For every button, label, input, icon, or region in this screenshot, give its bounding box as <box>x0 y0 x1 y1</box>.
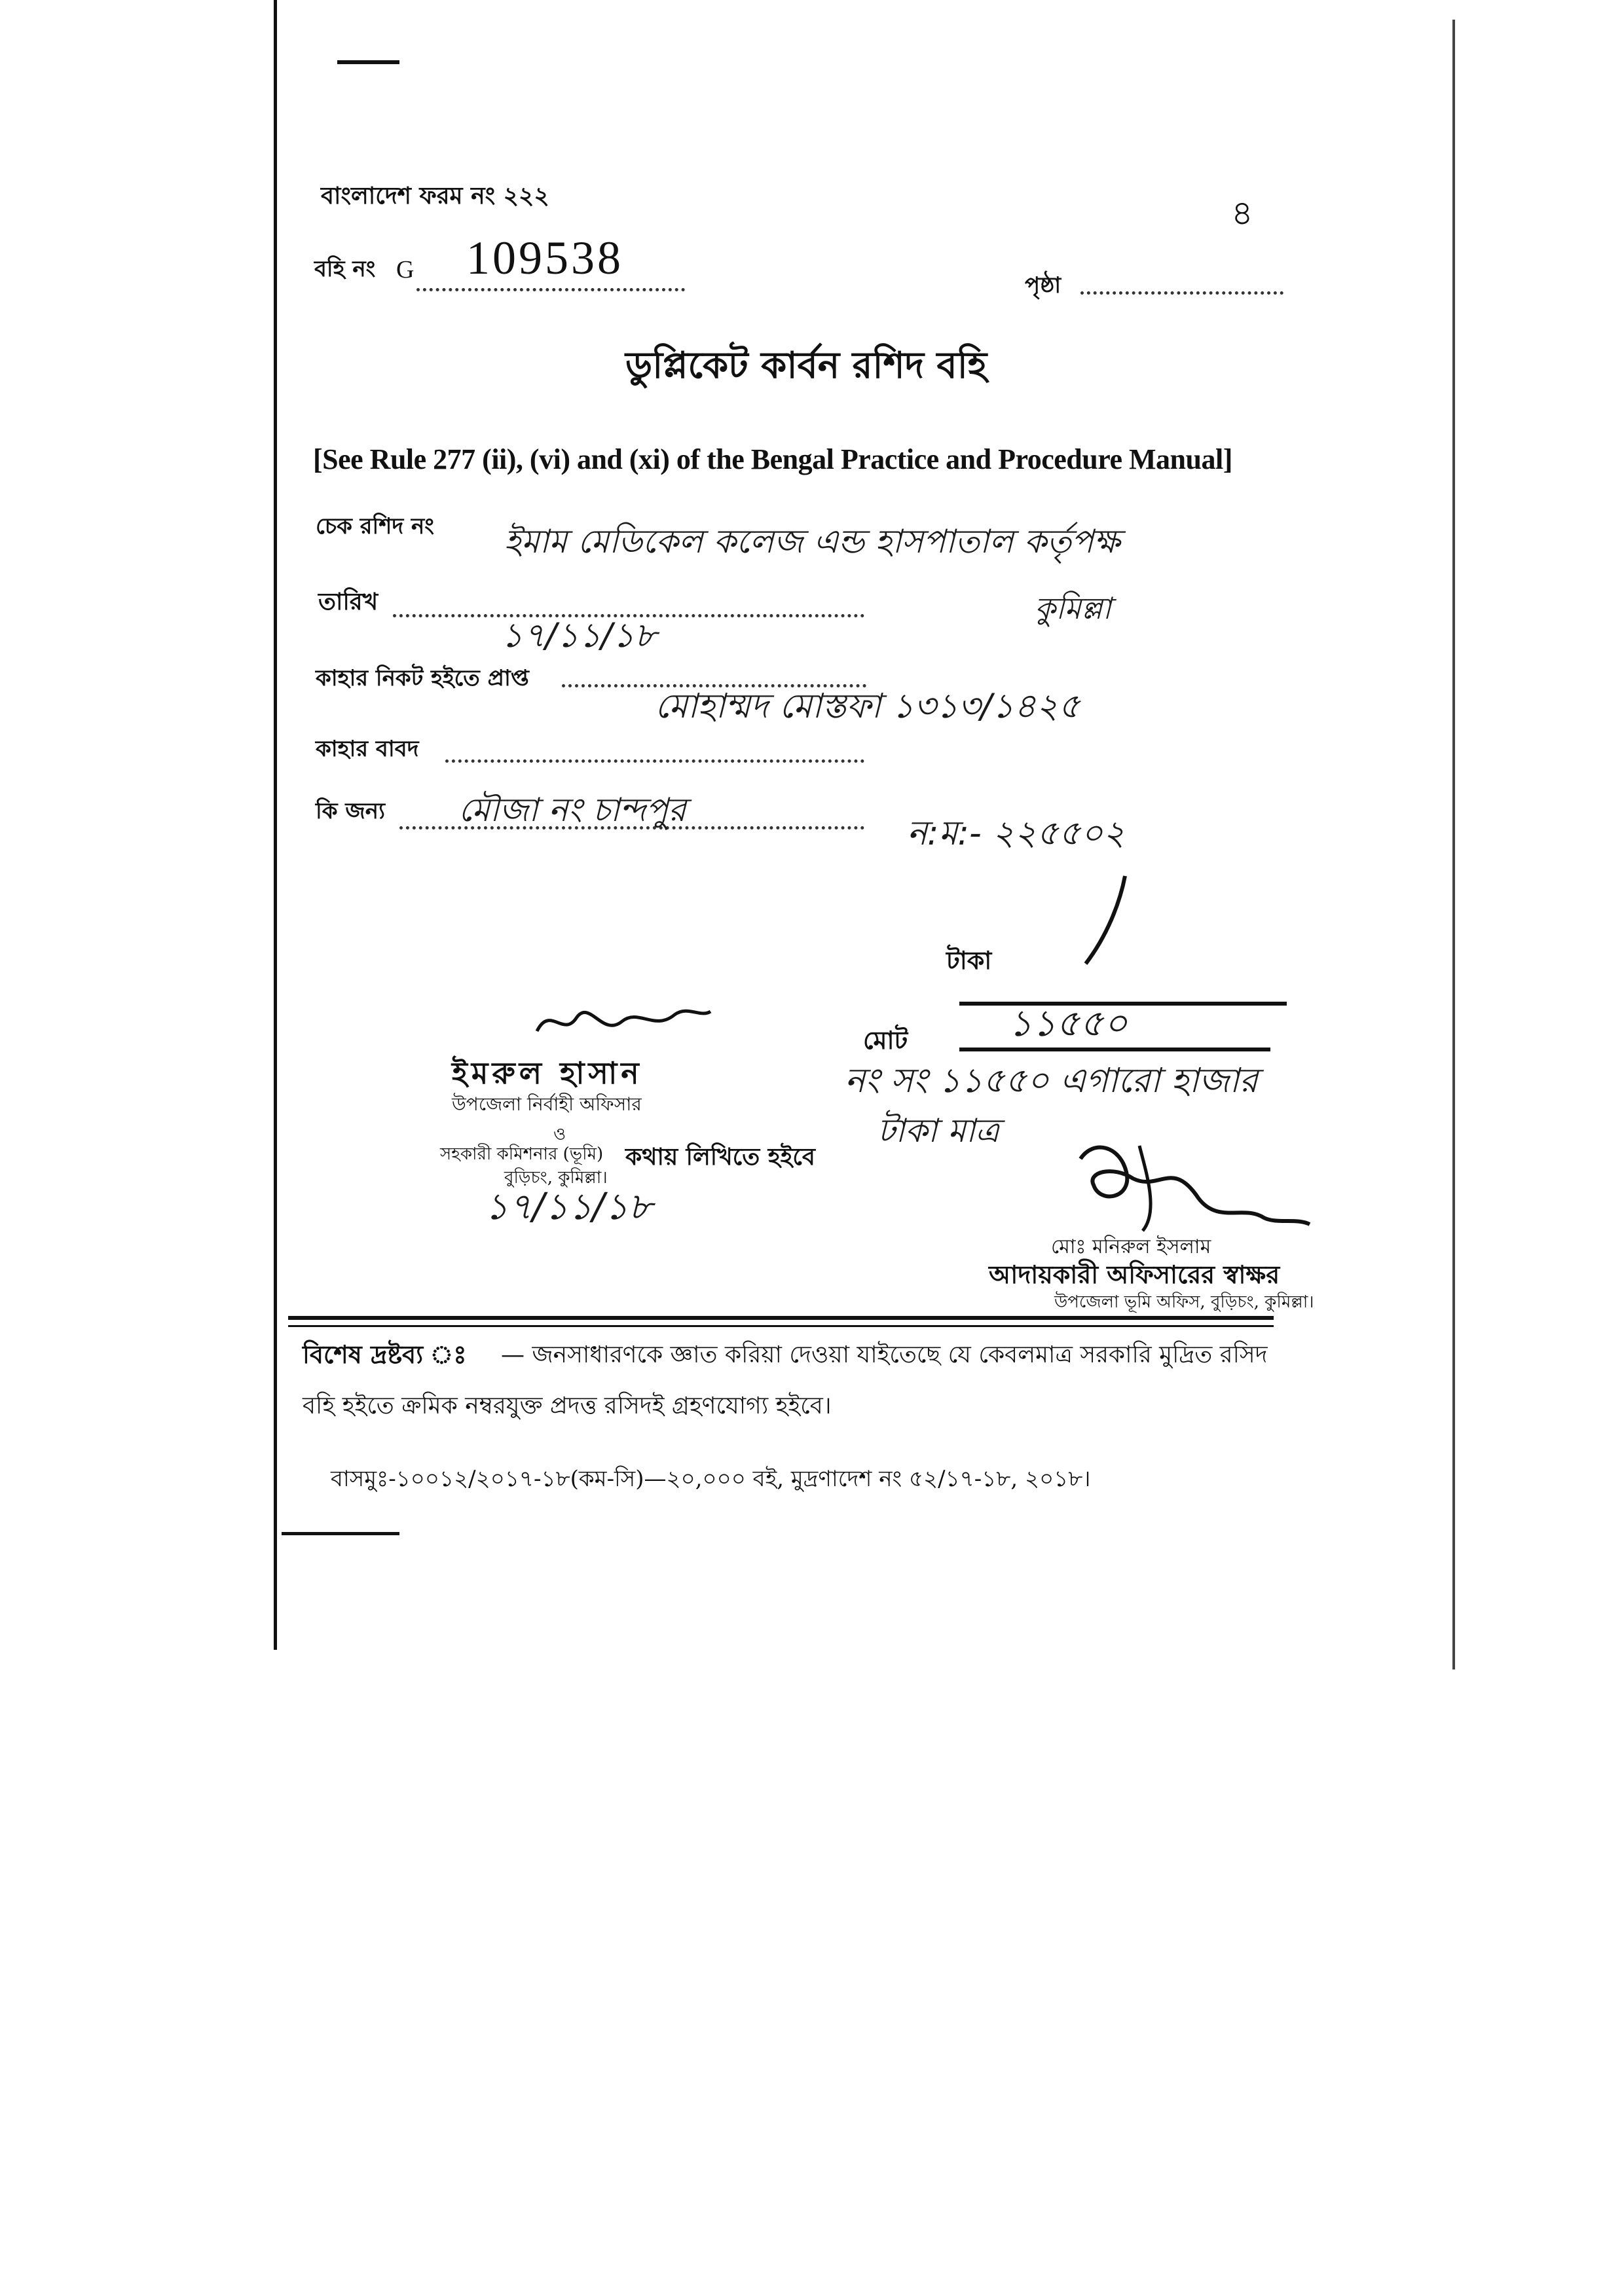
left-signature <box>524 992 720 1051</box>
date-value: ১৭/১১/১৮ <box>501 616 657 655</box>
book-prefix: G <box>396 256 415 283</box>
taka-label: টাকা <box>946 945 992 975</box>
left-signatory-office: বুড়িচং, কুমিল্লা। <box>504 1168 608 1188</box>
book-number-value: 109538 <box>466 232 623 284</box>
left-signatory-designation-2: সহকারী কমিশনার (ভূমি) <box>440 1144 604 1164</box>
notice-text-line-1: — জনসাধারণকে জ্ঞাত করিয়া দেওয়া যাইতেছে যে কেবলমাত্র সরকারি মুদ্রিত রসিদ <box>501 1341 1268 1368</box>
book-number-dots <box>416 288 685 291</box>
notice-top-rule <box>288 1316 1274 1320</box>
right-signatory-name: মোঃ মনিরুল ইসলাম <box>1051 1235 1211 1258</box>
notice-label: বিশেষ দ্রষ্টব্য ঃ <box>303 1339 467 1369</box>
on-behalf-dots <box>445 759 864 763</box>
page-mark: ৪ <box>1231 195 1253 232</box>
footer-left-mark <box>282 1532 399 1535</box>
right-signatory-designation: আদায়কারী অফিসারের স্বাক্ষর <box>989 1260 1280 1289</box>
receipt-no-value: ইমাম মেডিকেল কলেজ এন্ড হাসপাতাল কর্তৃপক্ষ <box>504 522 1120 560</box>
right-border-line <box>1452 20 1455 1669</box>
notice-top-rule-thin <box>288 1325 1274 1327</box>
rule-reference: [See Rule 277 (ii), (vi) and (xi) of the Bengal Practice and Procedure Manual] <box>313 443 1232 475</box>
on-behalf-label: কাহার বাবদ <box>316 736 419 762</box>
left-signatory-conj: ও <box>553 1125 566 1144</box>
date-label: তারিখ <box>318 588 378 615</box>
total-rule <box>959 1048 1270 1051</box>
notice-text-line-2: বহি হইতে ক্রমিক নম্বরযুক্ত প্রদত্ত রসিদই গ্রহণযোগ্য হইবে। <box>303 1393 832 1419</box>
total-label: মোট <box>863 1025 908 1055</box>
right-signatory-office: উপজেলা ভূমি অফিস, বুড়িচং, কুমিল্লা। <box>1054 1292 1314 1312</box>
amount-in-words-2: টাকা মাত্র <box>877 1112 1000 1150</box>
total-value: ১১৫৫০ <box>1008 1002 1128 1045</box>
page-dots <box>1080 291 1283 295</box>
amount-in-words: নং সং ১১৫৫০ এগারো হাজার <box>845 1061 1258 1101</box>
top-left-mark <box>337 60 399 64</box>
received-from-label: কাহার নিকট হইতে প্রাপ্ত <box>316 665 529 691</box>
slash-mark <box>1074 871 1133 969</box>
left-border-line <box>274 0 277 1650</box>
purpose-value: মৌজা নং চান্দপুর <box>458 791 686 829</box>
left-signatory-designation: উপজেলা নির্বাহী অফিসার <box>452 1093 642 1115</box>
book-number-label: বহি নং <box>314 256 376 282</box>
received-from-value: মোহাম্মদ মোস্তফা ১৩১৩/১৪২৫ <box>655 687 1080 726</box>
purpose-label: কি জন্য <box>316 798 385 824</box>
receipt-no-value-2: কুমিল্লা <box>1035 591 1111 626</box>
document-title: ডুপ্লিকেট কার্বন রশিদ বহি <box>625 344 987 387</box>
form-number: বাংলাদেশ ফরম নং ২২২ <box>321 182 549 210</box>
left-signature-date: ১৭/১১/১৮ <box>485 1186 652 1228</box>
page-label: পৃষ্ঠা <box>1025 272 1061 299</box>
print-info: বাসমুঃ-১০০১২/২০১৭-১৮(কম-সি)—২০,০০০ বই, মুদ্রণাদেশ নং ৫২/১৭-১৮, ২০১৮। <box>331 1466 1091 1492</box>
left-signatory-name: ইমরুল হাসান <box>452 1055 643 1091</box>
words-note: কথায় লিখিতে হইবে <box>625 1143 815 1171</box>
purpose-value-2: ন:ম:- ২২৫৫০২ <box>907 814 1125 853</box>
receipt-no-label: চেক রশিদ নং <box>316 513 434 539</box>
